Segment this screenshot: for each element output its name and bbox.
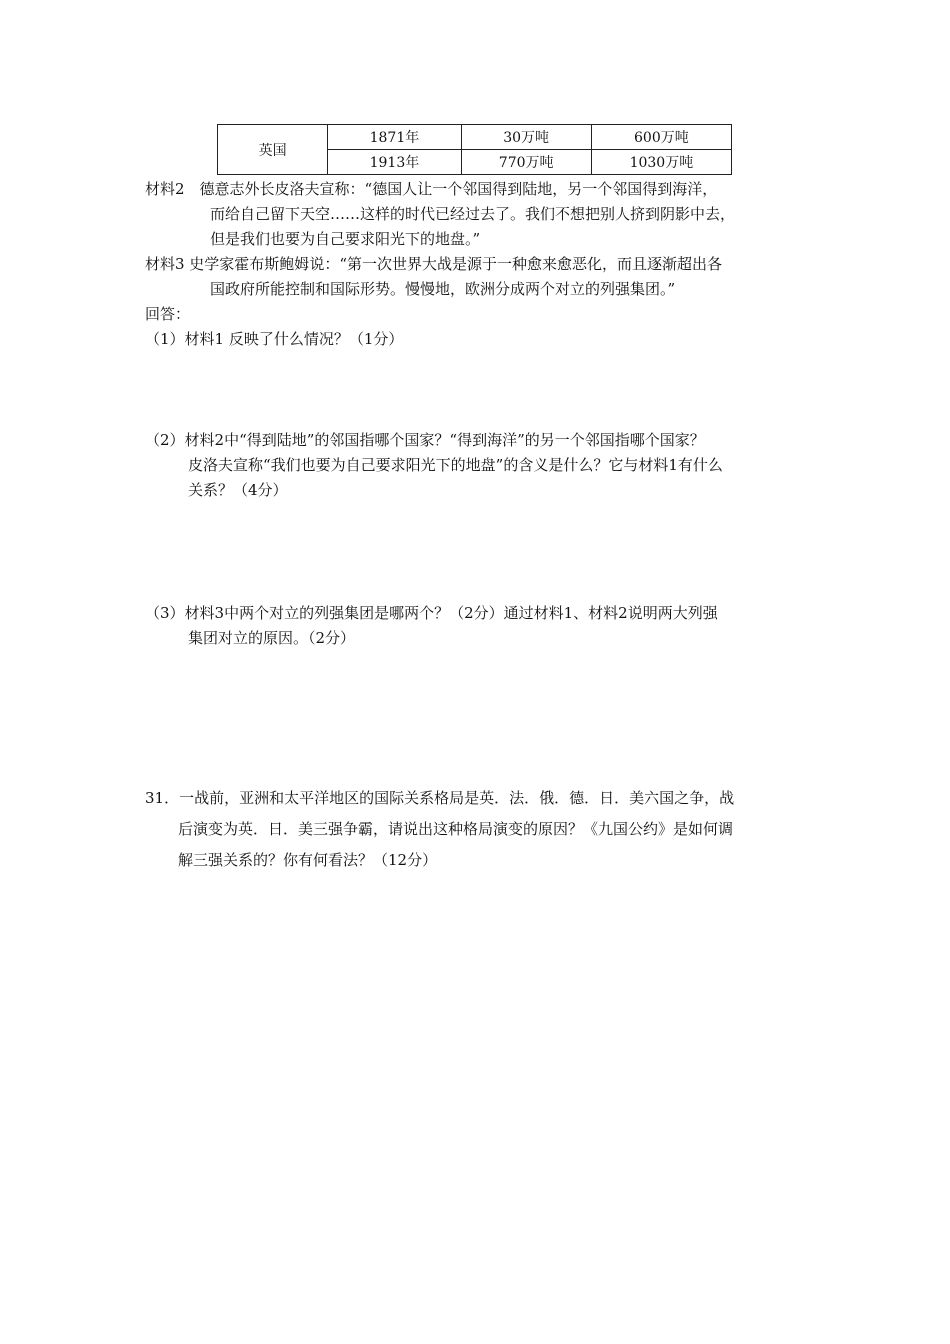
material2-line-3: 但是我们也要为自己要求阳光下的地盘。”: [210, 230, 481, 248]
value-cell: 1030万吨: [591, 150, 731, 175]
question-1: （1）材料1 反映了什么情况？（1分）: [145, 330, 404, 348]
material3-line-2: 国政府所能控制和国际形势。慢慢地，欧洲分成两个对立的列强集团。”: [210, 280, 676, 298]
data-table: [217, 124, 732, 175]
question-2-line-3: 关系？（4分）: [188, 481, 288, 499]
question-3-line-1: （3）材料3中两个对立的列强集团是哪两个？（2分）通过材料1、材料2说明两大列强: [145, 604, 718, 622]
answer-label: 回答：: [145, 305, 191, 323]
material2-line-1: 材料2 德意志外长皮洛夫宣称：“德国人让一个邻国得到陆地，另一个邻国得到海洋，: [145, 180, 718, 198]
table-row: [218, 125, 732, 150]
question-3-line-2: 集团对立的原因。（2分）: [188, 629, 356, 647]
question-2-line-2: 皮洛夫宣称“我们也要为自己要求阳光下的地盘”的含义是什么？它与材料1有什么: [188, 456, 723, 474]
value-cell: 30万吨: [461, 125, 591, 150]
question-31-line-3: 解三强关系的？你有何看法？（12分）: [178, 851, 438, 869]
year-cell: 1913年: [328, 150, 461, 175]
question-2-line-1: （2）材料2中“得到陆地”的邻国指哪个国家？“得到海洋”的另一个邻国指哪个国家？: [145, 431, 705, 449]
value-cell: 600万吨: [591, 125, 731, 150]
year-cell: 1871年: [328, 125, 461, 150]
value-cell: 770万吨: [461, 150, 591, 175]
question-31-line-1: 31．一战前，亚洲和太平洋地区的国际关系格局是英．法．俄．德．日．美六国之争，战: [145, 789, 735, 807]
material3-line-1: 材料3 史学家霍布斯鲍姆说：“第一次世界大战是源于一种愈来愈恶化，而且逐渐超出各: [145, 255, 722, 273]
country-cell: 英国: [218, 125, 328, 175]
question-31-line-2: 后演变为英．日．美三强争霸，请说出这种格局演变的原因？《九国公约》是如何调: [178, 820, 734, 838]
material2-line-2: 而给自己留下天空……这样的时代已经过去了。我们不想把别人挤到阴影中去，: [210, 205, 736, 223]
